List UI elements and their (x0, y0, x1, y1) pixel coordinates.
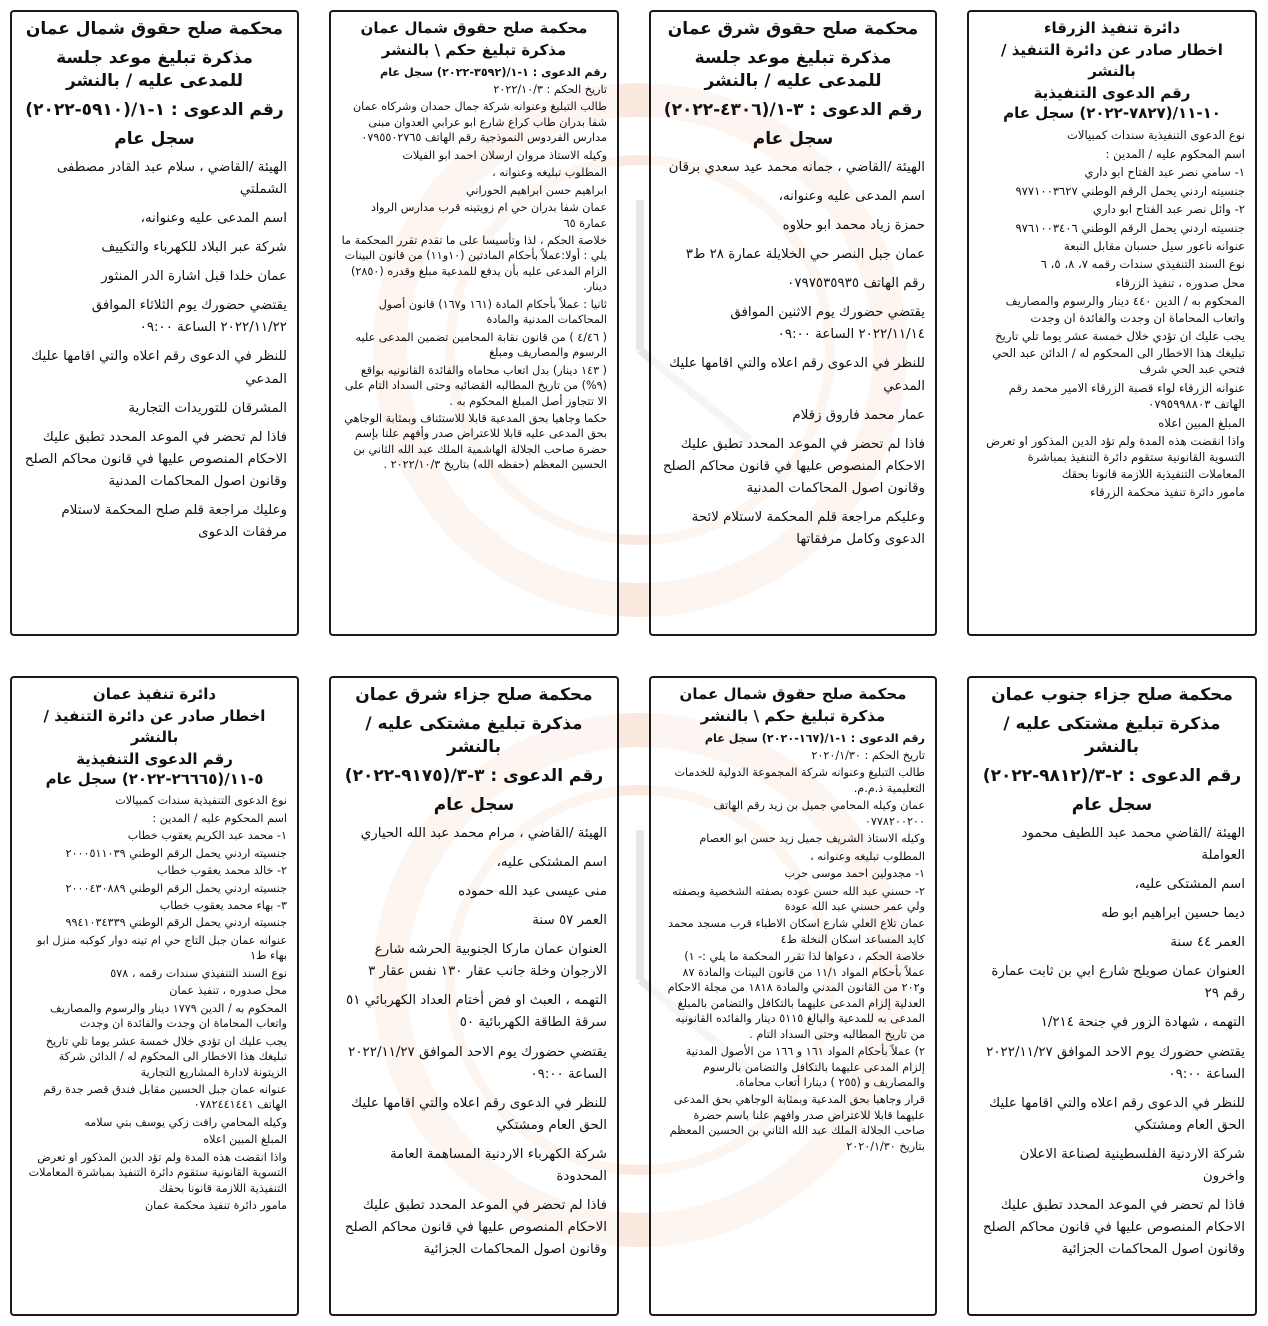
notice-body: نوع الدعوى التنفيذية سندات كمبيالات اسم المحكوم عليه / المدين : ١- محمد عبد الكريم يعقوب خطاب جنسيته اردني يحمل الرقم الوطني ٢٠٠٠٥١١٠٣٩ ٢- خالد محمد يعقوب خطاب جنسيته اردني يحمل الرقم الوطني ٢٠٠٠٤٣٠٨٨٩ ٣- بهاء محمد يعقوب خطاب جنسيته اردني يحمل الرقم الوطني ٩٩٤١٠٣٤٣٣٩ عنوانه عمان جبل التاج حي ام تينه دوار كوكبه منزل ابو بهاء ط١ نوع السند التنفيذي سندات رقمه ، ٥٧٨ محل صدوره ، تنفيذ عمان المحكوم به / الدين ١٧٧٩ دينار والرسوم والمصاريف واتعاب المحاماة ان وجدت والفائدة ان وجدت يجب عليك ان تؤدي خلال خمسة عشر يوما تلي تاريخ تبليغك هذا الاخطار الى المحكوم له / الدائن شركة الزيتونة لادارة المشاريع التجارية عنوانه عمان جبل الحسين مقابل فندق قصر جدة رقم الهاتف ٠٧٨٢٤٤١٤٤١ وكيله المحامي رافت زكي يوسف بني سلامه المبلغ المبين اعلاه واذا انقضت هذه المدة ولم تؤد الدين المذكور او تعرض التسوية القانونية ستقوم دائرة التنفيذ بمباشرة المعاملات التنفيذية اللازمة قانونا بحقك مامور دائرة تنفيذ محكمة عمان (28, 794, 287, 1213)
notice-header: محكمة صلح جزاء جنوب عمان مذكرة تبليغ مشتكى عليه / بالنشر رقم الدعوى : ٢-٣/(٩٨١٢-٢٠٢٢) سجل عام (982, 685, 1242, 815)
notice-north-amman-judgment-2022 (329, 10, 619, 636)
notice-body: الهيئة /القاضي ، مرام محمد عبد الله الحياري اسم المشتكى عليه، منى عيسى عبد الله حموده العمر ٥٧ سنة العنوان عمان ماركا الجنوبية الحرشه شارع الارجوان وخلة جانب عقار ١٣٠ نفس عقار ٣ التهمه ، العبث او فض أختام العداد الكهربائي ٥١ سرقة الطاقة الكهربائية ٥٠ يقتضي حضورك يوم الاحد الموافق ٢٠٢٢/١١/٢٧ الساعة ٠٩:٠٠ للنظر في الدعوى رقم اعلاه والتي اقامها عليك الحق العام ومشتكي شركة الكهرباء الاردنية المساهمة العامة المحدودة فاذا لم تحضر في الموعد المحدد تطبق عليك الاحكام المنصوص عليها في قانون محاكم الصلح وقانون اصول المحاكمات الجزائية (344, 825, 607, 1258)
notice-east-amman-criminal (329, 676, 619, 1316)
notice-body: الهيئة /القاضي ، سلام عبد القادر مصطفى الشملتي اسم المدعى عليه وعنوانه، شركة عبر البلاد للكهرباء والتكييف عمان خلدا قبل اشارة الدر المنثور يقتضي حضورك يوم الثلاثاء الموافق ٢٠٢٢/١١/٢٢ الساعة ٠٩:٠٠ للنظر في الدعوى رقم اعلاه والتي اقامها عليك المدعي المشرقان للتوريدات التجارية فاذا لم تحضر في الموعد المحدد تطبق عليك الاحكام المنصوص عليها في قانون محاكم الصلح وقانون اصول المحاكمات المدنية وعليك مراجعة قلم صلح المحكمة لاستلام مرفقات الدعوى (24, 159, 287, 541)
notice-east-amman-civil-hearing (649, 10, 937, 636)
notice-body: رقم الدعوى : ١-١/(١٦٧-٢٠٢٠) سجل عام تاريخ الحكم : ٢٠٢٠/١/٣٠ طالب التبليغ وعنوانه شركة المجموعة الدولية للخدمات التعليمية ذ.م.م. عمان وكيله المحامي جميل بن زيد رقم الهاتف ٠٧٧٨٢٠٠٢٠٠ وكيله الاستاذ الشريف جميل زيد حسن ابو العصام المطلوب تبليغه وعنوانه ، ١- مجدولين احمد موسى حرب ٢- حسني عبد الله حسن عوده بصفته الشخصية وبصفته ولي عمر حسني عبد الله عودة عمان تلاع العلي شارع اسكان الاطباء قرب مسجد محمد كايد المساعد اسكان النخلة ط٤ خلاصة الحكم ، دعواها لذا تقرر المحكمة ما يلي :- ١) عملاً بأحكام المواد ١١/١ من قانون البينات والمادة ٨٧ و٢٠٢ من القانون المدني والمادة ١٨١٨ من مجلة الاحكام العدلية إلزام المدعى عليهما بالتكافل والتضامن بالمبلغ المدعى به للمدعية والبالغ ٥١١٥ دينار والفائده القانونيه من تاريخ المطالبه وحتى السداد التام . ٢) عملاً بأحكام المواد ١٦١ و ١٦٦ من الأصول المدنية إلزام المدعى عليهما بالتكافل والتضامن بالرسوم والمصاريف و (٢٥٥ ) دينارا أتعاب محاماة. قرار وجاهيا بحق المدعية وبمثابة الوجاهي بحق المدعى عليهما قابلا للاعتراض صدر وافهم علنا باسم حضرة صاحب الجلالة الملك عبد الله الثاني بن الحسين المعظم بتاريخ ٢٠٢٠/١/٣٠ (667, 731, 925, 1153)
notice-body: رقم الدعوى : ١-١/(٣٥٩٢-٢٠٢٢) سجل عام تاريخ الحكم : ٢٠٢٢/١٠/٣ طالب التبليغ وعنوانه شركة جمال حمدان وشركاه عمان شفا بدران طاب كراع شارع ابو عرابي العدوان مبنى مدارس الفردوس النموذجية رقم الهاتف ٠٧٩٥٥٠٢٧٦٥ وكيله الاستاذ مروان ارسلان احمد ابو الفيلات المطلوب تبليغه وعنوانه ، ابراهيم حسن ابراهيم الحوراني عمان شفا بدران حي ام زويتينه قرب مدارس الرواد عمارة ٦٥ خلاصة الحكم ، لذا وتأسيسا على ما تقدم تقرر المحكمة ما يلي : أولا:عملاً بأحكام المادتين (١٠و١١) من قانون البينات الزام المدعى عليه بأن يدفع للمدعية مبلغ وقدره (٢٨٥٠) دينار. ثانيا : عملاً بأحكام المادة (١٦١ و١٦٧) قانون أصول المحاكمات المدنية والمادة ( ٤/٤٦ ) من قانون نقابة المحامين تضمين المدعى عليه الرسوم والمصاريف ومبلغ ( ١٤٣ دينار) بدل اتعاب محاماه والفائدة القانونيه بواقع (٩%) من تاريخ المطالبه القضائيه وحتى السداد التام على الا تتجاوز أصل المبلغ المحكوم به . حكما وجاهيا بحق المدعية قابلا للاستئناف وبمثابة الوجاهي بحق المدعى عليه قابلا للاعتراض صدر وأفهم علنا بإسم حضرة صاحب الجلالة الهاشمية الملك عبد الله الثاني بن الحسين المعظم (حفظه الله) بتاريخ ٢٠٢٢/١٠/٣ . (341, 65, 607, 472)
notice-header: محكمة صلح حقوق شرق عمان مذكرة تبليغ موعد جلسة للمدعى عليه / بالنشر رقم الدعوى : ٣-١/(٤٣٠٦-٢٠٢٢) سجل عام (663, 19, 923, 149)
notice-south-amman-criminal (967, 676, 1257, 1316)
notice-header: محكمة صلح جزاء شرق عمان مذكرة تبليغ مشتكى عليه / بالنشر رقم الدعوى : ٣-٣/(٩١٧٥-٢٠٢٢) سجل عام (344, 685, 604, 815)
notice-header: محكمة صلح حقوق شمال عمان مذكرة تبليغ حكم \ بالنشر (679, 685, 907, 726)
notice-body: الهيئة /القاضي محمد عبد اللطيف محمود العواملة اسم المشتكى عليه، ديما حسين ابراهيم ابو طه العمر ٤٤ سنة العنوان عمان صويلح شارع ابي بن ثابت عمارة رقم ٢٩ التهمه ، شهادة الزور في جنحة ١/٢١٤ يقتضي حضورك يوم الاحد الموافق ٢٠٢٢/١١/٢٧ الساعة ٠٩:٠٠ للنظر في الدعوى رقم اعلاه والتي اقامها عليك الحق العام ومشتكي شركة الاردنية الفلسطينية لصناعة الاعلان واخرون فاذا لم تحضر في الموعد المحدد تطبق عليك الاحكام المنصوص عليها في قانون محاكم الصلح وقانون اصول المحاكمات الجزائية (982, 825, 1245, 1258)
notice-body: الهيئة /القاضي ، جمانه محمد عيد سعدي برقان اسم المدعى عليه وعنوانه، حمزة زياد محمد ابو حلاوه عمان جبل النصر حي الخلايلة عمارة ٢٨ ط٣ رقم الهاتف ٠٧٩٧٥٣٥٩٣٥ يقتضي حضورك يوم الاثنين الموافق ٢٠٢٢/١١/١٤ الساعة ٠٩:٠٠ للنظر في الدعوى رقم اعلاه والتي اقامها عليك المدعي عمار محمد فاروق زقلام فاذا لم تحضر في الموعد المحدد تطبق عليك الاحكام المنصوص عليها في قانون محاكم الصلح وقانون اصول المحاكمات المدنية وعليكم مراجعة قلم المحكمة لاستلام لائحة الدعوى وكامل مرفقاتها (662, 159, 925, 548)
notice-north-amman-civil-hearing (10, 10, 299, 636)
notice-header: محكمة صلح حقوق شمال عمان مذكرة تبليغ حكم \ بالنشر (360, 19, 588, 60)
notice-header: دائرة تنفيذ عمان اخطار صادر عن دائرة التنفيذ / بالنشر رقم الدعوى التنفيذية ٥-١١/(٢٦٦٦٥-٢٠٢٢) سجل عام (43, 685, 266, 788)
notice-header: دائرة تنفيذ الزرقاء اخطار صادر عن دائرة التنفيذ / بالنشر رقم الدعوى التنفيذية ١٠-١١/(٧٨٢٧-٢٠٢٢) سجل عام (1001, 19, 1223, 122)
notice-body: نوع الدعوى التنفيذية سندات كمبيالات اسم المحكوم عليه / المدين : ١- سامي نصر عبد الفتاح ابو داري جنسيته اردني يحمل الرقم الوطني ٩٧٧١٠٠٣٦٢٧ ٢- وائل نصر عبد الفتاح ابو داري جنسيته اردني يحمل الرقم الوطني ٩٧٦١٠٠٣٤٠٦ عنوانه ناعور سيل حسبان مقابل النبعة نوع السند التنفيذي سندات رقمه ٧، ٨، ٥، ٦ محل صدوره ، تنفيذ الزرقاء المحكوم به / الدين ٤٤٠ دينار والرسوم والمصاريف واتعاب المحاماة ان وجدت والفائدة ان وجدت يجب عليك ان تؤدي خلال خمسة عشر يوما تلي تاريخ تبليغك هذا الاخطار الى المحكوم له / الدائن عبد الحي فتحي عبد الحي شرف عنوانه الزرقاء لواء قصبة الزرقاء الامير محمد رقم الهاتف ٠٧٩٥٩٩٨٨٠٣ المبلغ المبين اعلاه واذا انقضت هذه المدة ولم تؤد الدين المذكور او تعرض التسوية القانونية ستقوم دائرة التنفيذ بمباشرة المعاملات التنفيذية اللازمة قانونا بحقك مامور دائرة تنفيذ محكمة الزرقاء (986, 128, 1245, 500)
notice-north-amman-judgment-2020 (649, 676, 937, 1316)
notice-zarqa-execution (967, 10, 1257, 636)
notice-amman-execution (10, 676, 299, 1316)
notice-header: محكمة صلح حقوق شمال عمان مذكرة تبليغ موعد جلسة للمدعى عليه / بالنشر رقم الدعوى : ١-١/(٥٩١٠-٢٠٢٢) سجل عام (25, 19, 284, 149)
